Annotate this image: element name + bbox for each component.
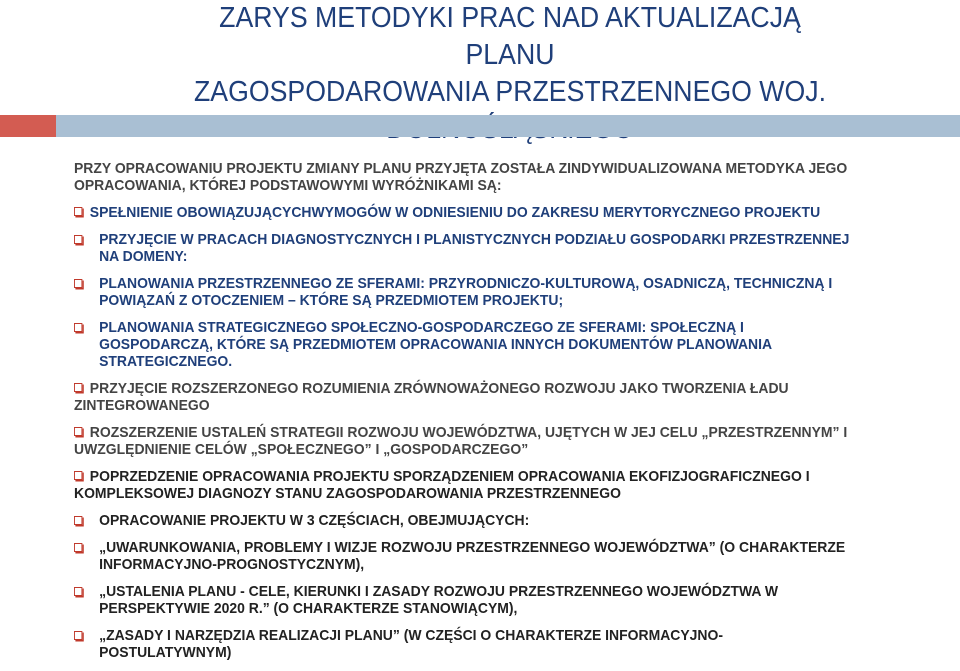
list-item-text: „UWARUNKOWANIA, PROBLEMY I WIZJE ROZWOJU PRZESTRZENNEGO WOJEWÓDZTWA” (O CHARAKTERZE INFORMACYJNO-PROGNOSTYCZNYM), [99, 539, 846, 573]
checkbox-bullet-icon [74, 383, 82, 392]
list-item [74, 319, 855, 370]
accent-bar-red [0, 115, 56, 137]
list-item [74, 583, 855, 617]
title-line-2: ZAGOSPODAROWANIA PRZESTRZENNEGO WOJ. [194, 76, 826, 108]
checkbox-bullet-icon [74, 587, 82, 596]
accent-bar-blue [56, 115, 960, 137]
checkbox-bullet-icon [74, 207, 82, 216]
checkbox-bullet-icon [74, 471, 82, 480]
intro-text: PRZY OPRACOWANIU PROJEKTU ZMIANY PLANU PRZYJĘTA ZOSTAŁA ZINDYWIDUALIZOWANA METODYKA JEGO OPRACOWANIA, KTÓREJ PODSTAWOWYMI WYRÓŻNIKAMI SĄ: [74, 160, 848, 194]
list-item-text: ROZSZERZENIE USTALEŃ STRATEGII ROZWOJU WOJEWÓDZTWA, UJĘTYCH W JEJ CELU „PRZESTRZENNYM” I UWZGLĘDNIENIE CELÓW „SPOŁECZNEGO” I „GOSPODARCZEGO” [74, 424, 848, 458]
checkbox-bullet-icon [74, 631, 82, 640]
checkbox-bullet-icon [74, 516, 82, 525]
title-line-1: ZARYS METODYKI PRAC NAD AKTUALIZACJĄ PLANU [219, 2, 801, 71]
checkbox-bullet-icon [74, 279, 82, 288]
list-item [74, 468, 855, 502]
list-item [74, 627, 855, 661]
list-item-text: POPRZEDZENIE OPRACOWANIA PROJEKTU SPORZĄDZENIEM OPRACOWANIA EKOFIZJOGRAFICZNEGO I KOMPLEKSOWEJ DIAGNOZY STANU ZAGOSPODAROWANIA PRZESTRZENNEGO [74, 468, 810, 502]
list-item [74, 539, 855, 573]
checkbox-bullet-icon [74, 235, 82, 244]
list-item-text: „ZASADY I NARZĘDZIA REALIZACJI PLANU” (W CZĘŚCI O CHARAKTERZE INFORMACYJNO-POSTULATYWNYM) [99, 627, 723, 661]
list-item [74, 512, 855, 529]
list-item [74, 424, 855, 458]
list-item-text: PRZYJĘCIE ROZSZERZONEGO ROZUMIENIA ZRÓWNOWAŻONEGO ROZWOJU JAKO TWORZENIA ŁADU ZINTEGROWANEGO [74, 380, 789, 414]
slide-content [74, 160, 855, 671]
list-item [74, 380, 855, 414]
list-item-text: PLANOWANIA STRATEGICZNEGO SPOŁECZNO-GOSPODARCZEGO ZE SFERAMI: SPOŁECZNĄ I GOSPODARCZĄ, KTÓRE SĄ PRZEDMIOTEM OPRACOWANIA INNYCH DOKUMENTÓW PLANOWANIA STRATEGICZNEGO. [99, 319, 772, 370]
list-item-text: PLANOWANIA PRZESTRZENNEGO ZE SFERAMI: PRZYRODNICZO-KULTUROWĄ, OSADNICZĄ, TECHNICZNĄ I POWIĄZAŃ Z OTOCZENIEM – KTÓRE SĄ PRZEDMIOTEM PROJEKTU; [99, 275, 833, 309]
list-item-text: OPRACOWANIE PROJEKTU W 3 CZĘŚCIACH, OBEJMUJĄCYCH: [99, 512, 530, 529]
list-item [74, 204, 855, 221]
checkbox-bullet-icon [74, 543, 82, 552]
list-item [74, 275, 855, 309]
list-item [74, 231, 855, 265]
list-item-text: PRZYJĘCIE W PRACACH DIAGNOSTYCZNYCH I PLANISTYCZNYCH PODZIAŁU GOSPODARKI PRZESTRZENNEJ NA DOMENY: [99, 231, 850, 265]
list-item-text: „USTALENIA PLANU - CELE, KIERUNKI I ZASADY ROZWOJU PRZESTRZENNEGO WOJEWÓDZTWA W PERSPEKTYWIE 2020 R.” (O CHARAKTERZE STANOWIĄCYM), [99, 583, 779, 617]
list-item-text: SPEŁNIENIE OBOWIĄZUJĄCYCHWYMOGÓW W ODNIESIENIU DO ZAKRESU MERYTORYCZNEGO PROJEKTU [89, 204, 821, 221]
checkbox-bullet-icon [74, 323, 82, 332]
checkbox-bullet-icon [74, 427, 82, 436]
